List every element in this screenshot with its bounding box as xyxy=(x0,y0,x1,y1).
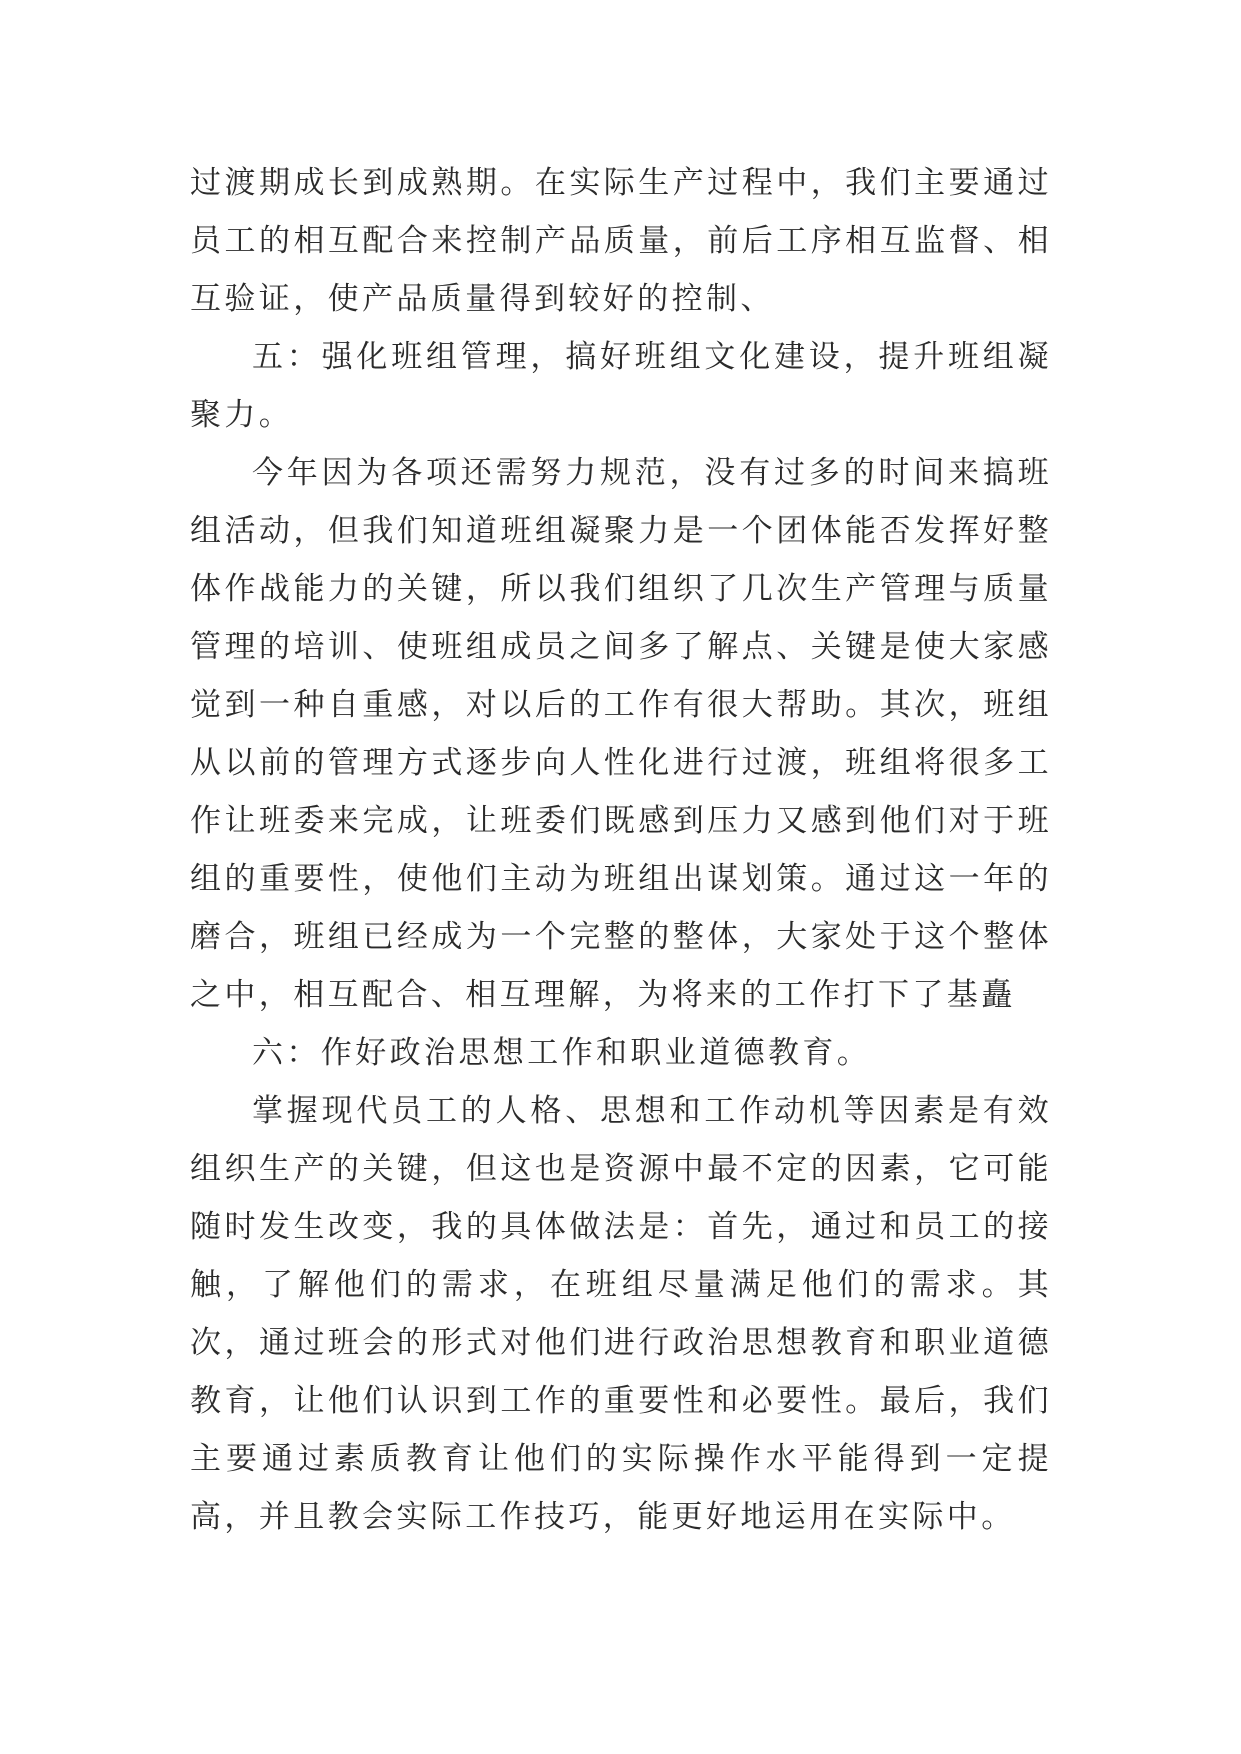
section-heading-five: 五：强化班组管理，搞好班组文化建设，提升班组凝聚力。 xyxy=(190,339,1052,433)
section-heading-six: 六：作好政治思想工作和职业道德教育。 xyxy=(252,1035,872,1071)
paragraph-political-education: 掌握现代员工的人格、思想和工作动机等因素是有效组织生产的关键，但这也是资源中最不定的因素，它可能随时发生改变，我的具体做法是：首先，通过和员工的接触，了解他们的需求，在班组尽量满足他们的需求。其次，通过班会的形式对他们进行政治思想教育和职业道德教育，让他们认识到工作的重要性和必要性。最后，我们主要通过素质教育让他们的实际操作水平能得到一定提高，并且教会实际工作技巧，能更好地运用在实际中。 xyxy=(190,1093,1052,1535)
paragraph-team-cohesion: 今年因为各项还需努力规范，没有过多的时间来搞班组活动，但我们知道班组凝聚力是一个团体能否发挥好整体作战能力的关键，所以我们组织了几次生产管理与质量管理的培训、使班组成员之间多了解点、关键是使大家感觉到一种自重感，对以后的工作有很大帮助。其次，班组从以前的管理方式逐步向人性化进行过渡，班组将很多工作让班委来完成，让班委们既感到压力又感到他们对于班组的重要性，使他们主动为班组出谋划策。通过这一年的磨合，班组已经成为一个完整的整体，大家处于这个整体之中，相互配合、相互理解，为将来的工作打下了基矗 xyxy=(190,455,1052,1013)
paragraph-continuation: 过渡期成长到成熟期。在实际生产过程中，我们主要通过员工的相互配合来控制产品质量，前后工序相互监督、相互验证，使产品质量得到较好的控制、 xyxy=(190,165,1052,317)
document-body xyxy=(190,154,1052,1546)
